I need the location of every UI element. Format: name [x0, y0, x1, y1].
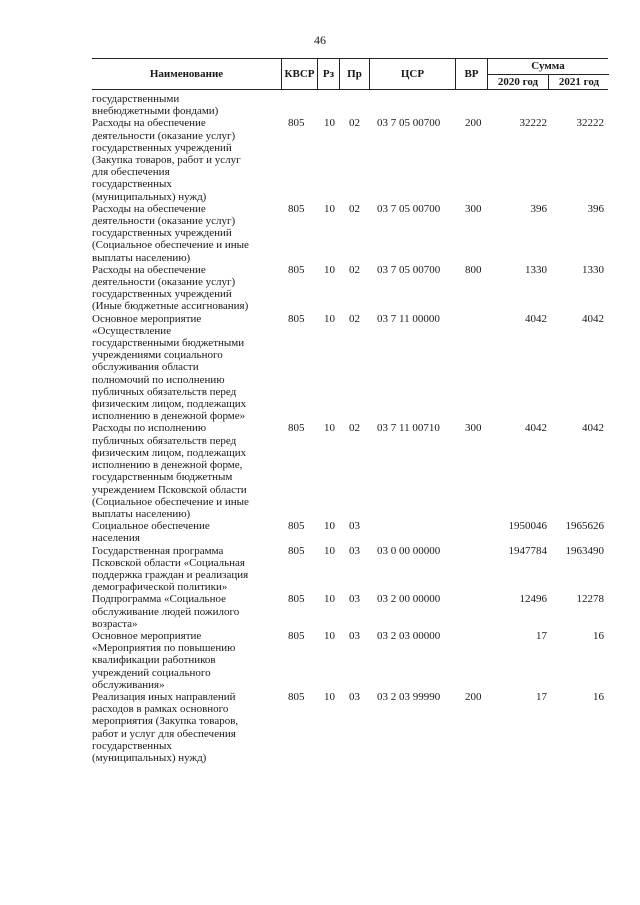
csr-cell: 03 2 03 00000: [377, 629, 441, 642]
csr-cell: 03 7 11 00000: [377, 312, 440, 325]
name-cell: Подпрограмма «Социальное обслуживание людей пожилого возраста»: [92, 593, 240, 630]
kvsr-cell: 805: [288, 690, 305, 703]
kvsr-cell: 805: [288, 263, 305, 276]
header-name: Наименование: [149, 68, 224, 80]
page-number: 46: [314, 33, 326, 47]
table-row: [92, 593, 608, 630]
sum-2020-cell: 17: [536, 690, 547, 703]
rz-cell: 10: [324, 544, 335, 557]
header-year1-cell: [488, 74, 548, 89]
pr-cell: 03: [349, 544, 360, 557]
name-cell: Основное мероприятие «Осуществление государственными бюджетными учреждениями социального обслуживания области полномочий по исполнению публичных обязательств перед физическим лицом, подлежащих исполнению в денежной форме»: [92, 312, 247, 423]
name-cell: Расходы по исполнению публичных обязательств перед физическим лицом, подлежащих исполнению в денежной форме, государственным бюджетным учреждением Псковской области (Социальное обеспечение и иные выплаты населению): [92, 422, 249, 520]
name-cell: Социальное обеспечение населения: [92, 520, 210, 545]
kvsr-cell: 805: [288, 422, 305, 435]
kvsr-cell: 805: [288, 544, 305, 557]
sum-2020-cell: 17: [536, 629, 547, 642]
header-csr-cell: [369, 59, 455, 89]
sum-2020-cell: 4042: [525, 312, 547, 325]
pr-cell: 03: [349, 629, 360, 642]
header-csr: ЦСР: [400, 68, 425, 80]
header-year1: 2020 год: [497, 76, 539, 88]
kvsr-cell: 805: [288, 117, 305, 130]
table-header: [92, 58, 608, 90]
csr-cell: 03 7 11 00710: [377, 422, 440, 435]
rz-cell: 10: [324, 690, 335, 703]
name-cell: Государственная программа Псковской области «Социальная поддержка граждан и реализация демографической политики»: [92, 544, 249, 594]
table-row: [92, 520, 608, 544]
table-row: [92, 203, 608, 264]
table-row: [92, 313, 608, 423]
rz-cell: 10: [324, 520, 335, 533]
sum-2020-cell: 1330: [525, 263, 547, 276]
header-year2: 2021 год: [558, 76, 600, 88]
vr-cell: 200: [465, 690, 482, 703]
name-cell: Расходы на обеспечение деятельности (оказание услуг) государственных учреждений (Социальное обеспечение и иные выплаты населению): [92, 202, 249, 264]
rz-cell: 10: [324, 263, 335, 276]
csr-cell: 03 0 00 00000: [377, 544, 441, 557]
kvsr-cell: 805: [288, 629, 305, 642]
name-cell: Расходы на обеспечение деятельности (оказание услуг) государственных учреждений (Иные бюджетные ассигнования): [92, 263, 249, 313]
header-rz-cell: [317, 59, 339, 89]
sum-2021-cell: 32222: [576, 117, 604, 130]
rz-cell: 10: [324, 422, 335, 435]
name-cell: Основное мероприятие «Мероприятия по повышению квалификации работников учреждений социального обслуживания»: [92, 629, 236, 691]
csr-cell: 03 2 03 99990: [377, 690, 441, 703]
name-cell: Реализация иных направлений расходов в рамках основного мероприятия (Закупка товаров, работ и услуг для обеспечения государственных (муниципальных) нужд): [92, 690, 239, 764]
sum-2020-cell: 32222: [519, 117, 547, 130]
name-cell: Расходы на обеспечение деятельности (оказание услуг) государственных учреждений (Закупка товаров, работ и услуг для обеспечения государственных (муниципальных) нужд): [92, 117, 241, 203]
table-row: [92, 691, 608, 764]
header-kvsr: КВСР: [284, 68, 315, 80]
kvsr-cell: 805: [288, 312, 305, 325]
table-row: [92, 422, 608, 520]
table-row: [92, 545, 608, 594]
sum-2020-cell: 4042: [525, 422, 547, 435]
sum-2020-cell: 396: [530, 202, 547, 215]
pr-cell: 02: [349, 422, 360, 435]
sum-2021-cell: 1330: [582, 263, 604, 276]
rz-cell: 10: [324, 629, 335, 642]
pr-cell: 02: [349, 263, 360, 276]
rz-cell: 10: [324, 312, 335, 325]
sum-2020-cell: 1947784: [508, 544, 547, 557]
csr-cell: 03 7 05 00700: [377, 263, 441, 276]
vr-cell: 300: [465, 422, 482, 435]
header-kvsr-cell: [281, 59, 317, 89]
pr-cell: 02: [349, 202, 360, 215]
sum-2020-cell: 12496: [519, 593, 547, 606]
rz-cell: 10: [324, 593, 335, 606]
table-row: [92, 117, 608, 202]
vr-cell: 800: [465, 263, 482, 276]
pr-cell: 03: [349, 690, 360, 703]
csr-cell: 03 7 05 00700: [377, 202, 441, 215]
pr-cell: 03: [349, 520, 360, 533]
header-pr-cell: [339, 59, 369, 89]
rz-cell: 10: [324, 117, 335, 130]
header-vr: ВР: [464, 68, 479, 80]
sum-2021-cell: 1963490: [565, 544, 604, 557]
sum-2021-cell: 1965626: [565, 520, 604, 533]
header-name-cell: [92, 59, 281, 89]
name-cell: государственными внебюджетными фондами): [92, 93, 219, 118]
header-sum: Сумма: [531, 60, 565, 72]
sum-2021-cell: 12278: [576, 593, 604, 606]
vr-cell: 300: [465, 202, 482, 215]
sum-2021-cell: 16: [593, 690, 604, 703]
table-row: [92, 264, 608, 313]
kvsr-cell: 805: [288, 520, 305, 533]
sum-2021-cell: 396: [587, 202, 604, 215]
csr-cell: 03 7 05 00700: [377, 117, 441, 130]
kvsr-cell: 805: [288, 202, 305, 215]
header-rz: Рз: [322, 68, 335, 80]
sum-2021-cell: 4042: [582, 312, 604, 325]
rz-cell: 10: [324, 202, 335, 215]
vr-cell: 200: [465, 117, 482, 130]
kvsr-cell: 805: [288, 593, 305, 606]
csr-cell: 03 2 00 00000: [377, 593, 441, 606]
header-year2-cell: [548, 74, 609, 89]
header-sum-cell: [487, 59, 608, 89]
table-row: [92, 630, 608, 691]
pr-cell: 03: [349, 593, 360, 606]
sum-2021-cell: 4042: [582, 422, 604, 435]
pr-cell: 02: [349, 117, 360, 130]
table-body: [92, 93, 608, 764]
header-vr-cell: [455, 59, 487, 89]
sum-2020-cell: 1950046: [508, 520, 547, 533]
sum-2021-cell: 16: [593, 629, 604, 642]
header-pr: Пр: [347, 68, 362, 80]
pr-cell: 02: [349, 312, 360, 325]
table-row: [92, 93, 608, 117]
